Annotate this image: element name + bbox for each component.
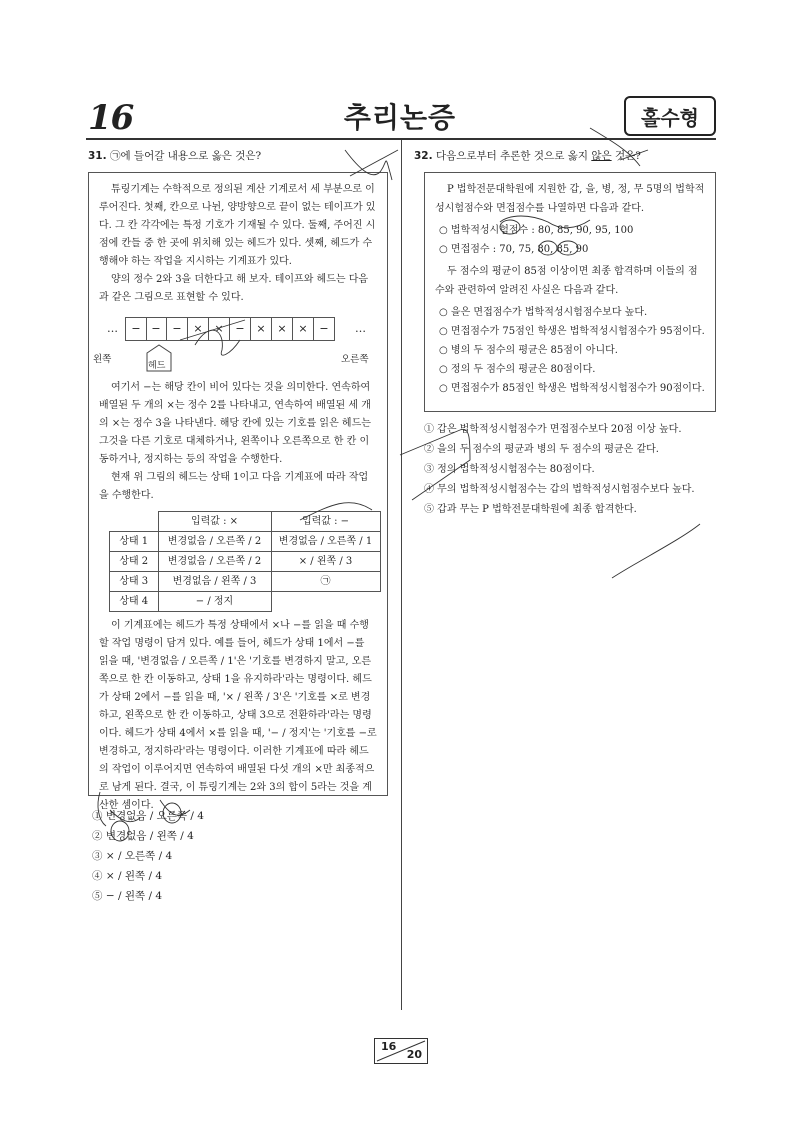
tape-right-label: 오른쪽	[341, 354, 369, 365]
table-cell: ㉠	[271, 572, 380, 592]
tape-ellipsis-right: …	[355, 322, 366, 335]
tape-cell: −	[167, 317, 188, 341]
q31-paragraph: 양의 정수 2와 3을 더한다고 해 보자. 테이프와 헤드는 다음과 같은 그림으로 표현할 수 있다.	[99, 274, 369, 303]
q32-scores-law: ○ 법학적성시험점수 : 80, 85, 90, 95, 100	[439, 225, 634, 236]
table-cell: 상태 4	[110, 592, 159, 612]
q31-paragraph: 이 기계표에는 헤드가 특정 상태에서 ×나 −를 읽을 때 수행할 작업 명령이 담겨 있다. 예를 들어, 헤드가 상태 1에서 −를 읽을 때, '변경없음 / 오른쪽 / 1'은 '기호를 변경하지 말고, 오른쪽으로 한 칸 이동하고, 상태 1을 유지하라'라는 명령이다. 헤드가 상태 2에서 −를 읽을 때, '× / 왼쪽 / 3'은 '기호를 ×로 변경하고, 왼쪽으로 한 칸 이동하고, 상태 3으로 전환하라'라는 명령이다. 헤드가 상태 4에서 ×를 읽을 때, '− / 정지'는 '기호를 −로 변경하고, 정지하라'라는 명령이다. 이러한 기계표에 따라 헤드의 작업이 이루어지면 연속하여 배열된 다섯 개의 ×만 최종적으로 남게 된다. 결국, 이 튜링기계는 2와 3의 합이 5라는 것을 계산한 셈이다.	[99, 620, 377, 811]
q32-number: 32.	[414, 150, 433, 162]
table-cell: 변경없음 / 왼쪽 / 3	[158, 572, 271, 592]
current-page: 16	[381, 1040, 397, 1053]
table-cell: × / 왼쪽 / 3	[271, 552, 380, 572]
q32-fact: ○ 면접점수가 85점인 학생은 법학적성시험점수가 90점이다.	[439, 383, 705, 394]
q32-prompt-end: 것은?	[611, 150, 641, 162]
q32-fact: ○ 면접점수가 75점인 학생은 법학적성시험점수가 95점이다.	[439, 326, 705, 337]
q32-option[interactable]: ② 을의 두 점수의 평균과 병의 두 점수의 평균은 같다.	[424, 444, 659, 455]
q32-prompt-underlined: 않은	[591, 150, 612, 162]
table-cell: 변경없음 / 오른쪽 / 2	[158, 532, 271, 552]
q31-option[interactable]: ③ × / 오른쪽 / 4	[92, 850, 173, 862]
q32-paragraph: 두 점수의 평균이 85점 이상이면 최종 합격하며 이들의 점수와 관련하여 알려진 사실은 다음과 같다.	[435, 266, 698, 296]
table-cell: − / 정지	[158, 592, 271, 612]
tape-cell: ×	[209, 317, 230, 341]
table-cell: 변경없음 / 오른쪽 / 2	[158, 552, 271, 572]
tape-cell: ×	[251, 317, 272, 341]
tape-cell: −	[314, 317, 335, 341]
q32-fact: ○ 을은 면접점수가 법학적성시험점수보다 높다.	[439, 307, 648, 318]
q31-paragraph: 튜링기계는 수학적으로 정의된 계산 기계로서 세 부분으로 이루어진다. 첫째, 칸으로 나뉜, 양방향으로 끝이 없는 테이프가 있다. 그 칸 각각에는 특정 기호가 기재될 수 있다. 둘째, 주어진 시점에 칸들 중 한 곳에 위치해 있는 헤드가 있다. 셋째, 헤드가 수행해야 하는 작업을 지시하는 기계표가 있다.	[99, 184, 376, 267]
q32-fact: ○ 병의 두 점수의 평균은 85점이 아니다.	[439, 345, 618, 356]
head-label: 헤드	[148, 361, 166, 371]
q31-number: 31.	[88, 150, 107, 162]
q32-option[interactable]: ④ 무의 법학적성시험점수는 갑의 법학적성시험점수보다 높다.	[424, 484, 695, 495]
tape-left-label: 왼쪽	[93, 354, 112, 365]
q32-scores-interview: ○ 면접점수 : 70, 75, 80, 85, 90	[439, 244, 589, 255]
q31-prompt: ㉠에 들어갈 내용으로 옳은 것은?	[109, 150, 262, 162]
table-cell: 변경없음 / 오른쪽 / 1	[271, 532, 380, 552]
exam-type-badge: 홀수형	[624, 96, 716, 136]
q32-option[interactable]: ⑤ 갑과 무는 P 법학전문대학원에 최종 합격한다.	[424, 504, 637, 515]
q31-option[interactable]: ① 변경없음 / 오른쪽 / 4	[92, 810, 204, 822]
q32-prompt: 다음으로부터 추론한 것으로 옳지	[435, 150, 592, 162]
subject-title: 추리논증	[343, 101, 457, 134]
table-header: 입력값 : −	[271, 512, 380, 532]
tape-cell: −	[125, 317, 147, 341]
tape-cell: ×	[188, 317, 209, 341]
q31-paragraph: 현재 위 그림의 헤드는 상태 1이고 다음 기계표에 따라 작업을 수행한다.	[99, 472, 369, 501]
q31-option[interactable]: ② 변경없음 / 왼쪽 / 4	[92, 830, 194, 842]
tape-cell: −	[146, 317, 167, 341]
table-header: 입력값 : ×	[158, 512, 271, 532]
tape-ellipsis-left: …	[107, 322, 118, 335]
q31-option[interactable]: ⑤ − / 왼쪽 / 4	[92, 890, 163, 902]
q32-fact: ○ 정의 두 점수의 평균은 80점이다.	[439, 364, 596, 375]
page-number: 16	[88, 98, 134, 138]
q31-option[interactable]: ④ × / 왼쪽 / 4	[92, 870, 163, 882]
page-indicator	[374, 1038, 428, 1064]
total-pages: 20	[406, 1048, 422, 1061]
table-cell: 상태 2	[110, 552, 159, 572]
tape-cell: ×	[293, 317, 314, 341]
tape-cell: ×	[272, 317, 293, 341]
q32-paragraph: P 법학전문대학원에 지원한 갑, 을, 병, 정, 무 5명의 법학적성시험점수와 면접점수를 나열하면 다음과 같다.	[435, 184, 705, 214]
q32-option[interactable]: ③ 정의 법학적성시험점수는 80점이다.	[424, 464, 595, 475]
q31-paragraph: 여기서 −는 해당 칸이 비어 있다는 것을 의미한다. 연속하여 배열된 두 개의 ×는 정수 2를 나타내고, 연속하여 배열된 세 개의 ×는 정수 3을 나타낸다. 해당 칸에 있는 기호를 읽은 헤드는 그것을 다른 기호로 대체하거나, 왼쪽이나 오른쪽으로 한 칸 이동하거나, 정지하는 등의 작업을 수행한다.	[99, 382, 371, 465]
table-cell: 상태 1	[110, 532, 159, 552]
q32-option[interactable]: ① 갑은 법학적성시험점수가 면접점수보다 20점 이상 높다.	[424, 424, 682, 435]
tape-cell: −	[230, 317, 251, 341]
table-cell: 상태 3	[110, 572, 159, 592]
